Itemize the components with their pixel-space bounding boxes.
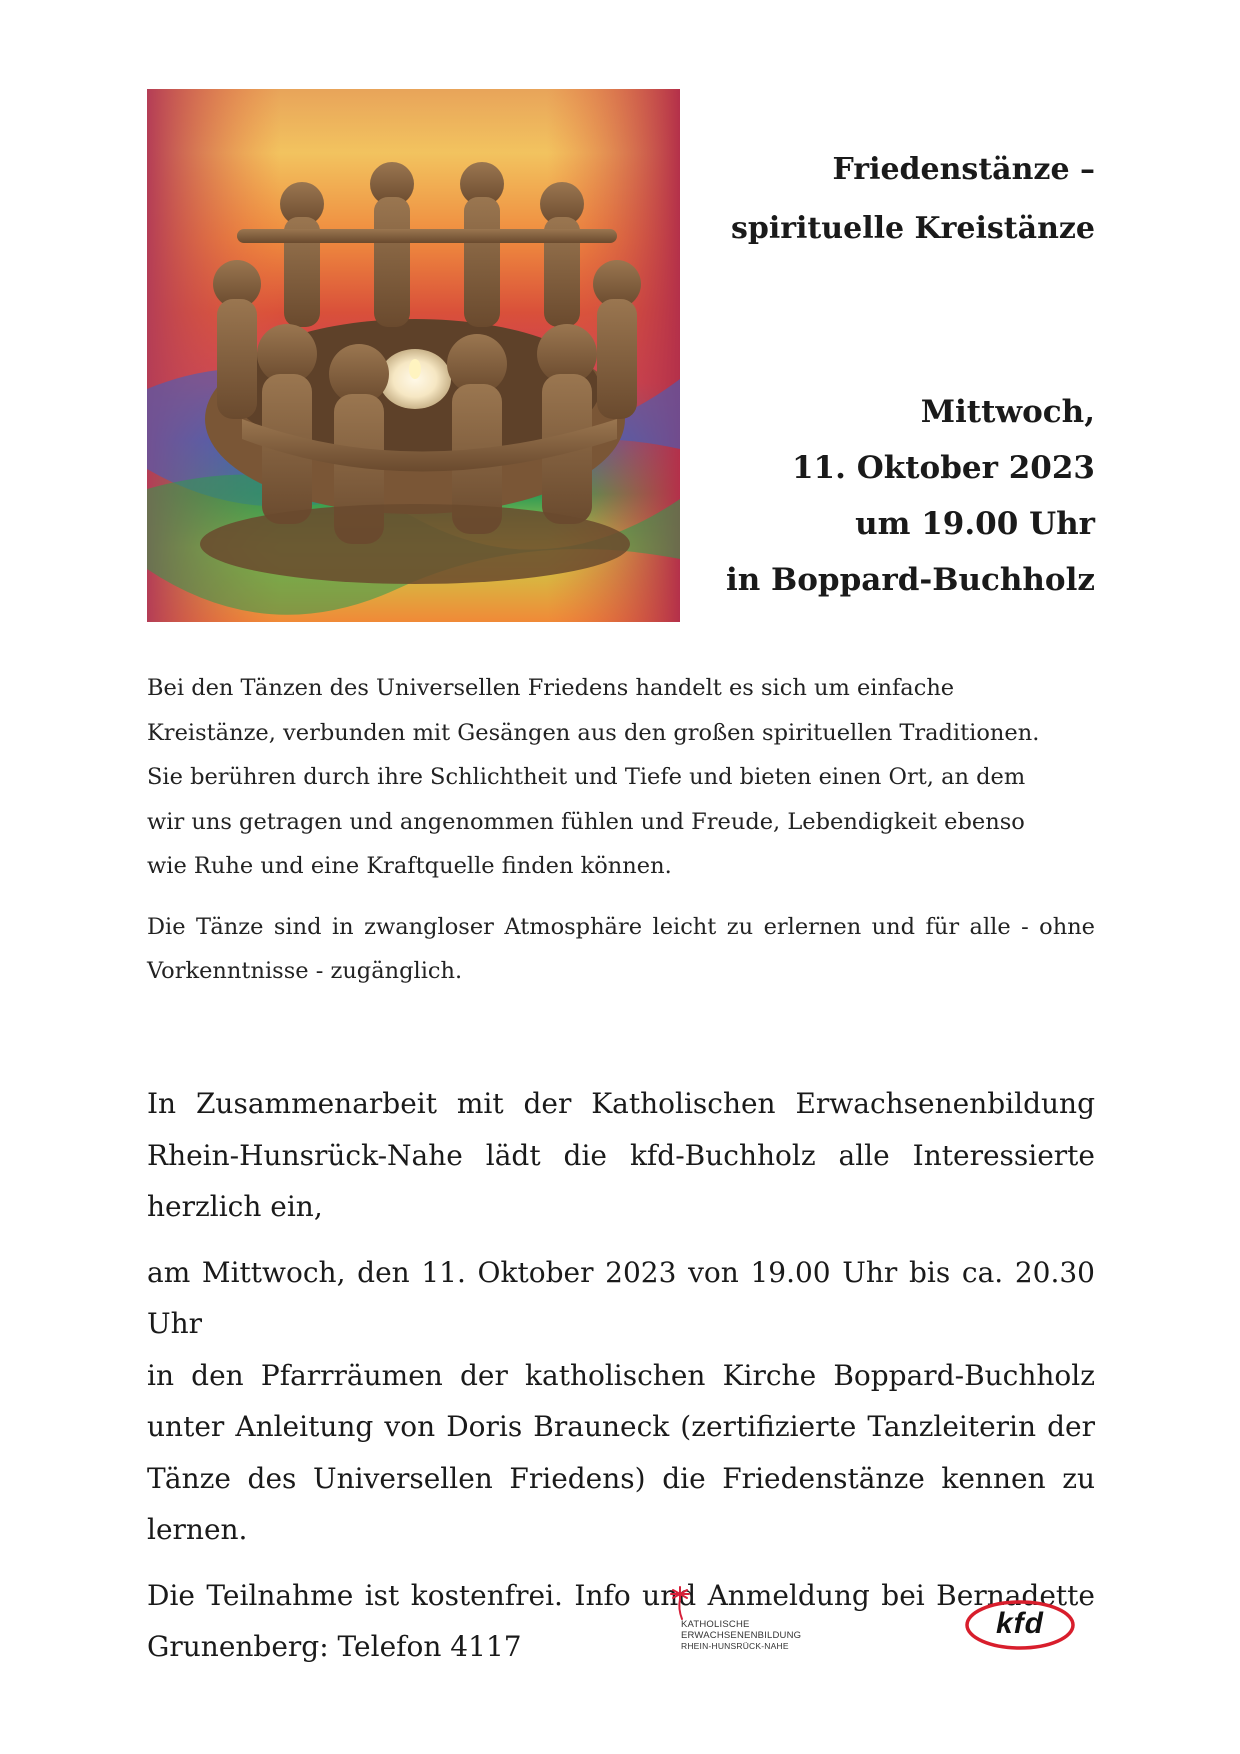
invitation-text — [147, 1078, 1095, 1687]
invitation-line: am Mittwoch, den 11. Oktober 2023 von 19.00 Uhr bis ca. 20.30 Uhr — [147, 1255, 1095, 1340]
intro-line: Sie berühren durch ihre Schlichtheit und Tiefe und bieten einen Ort, an dem — [147, 764, 1026, 790]
date-line: 11. Oktober 2023 — [791, 450, 1095, 486]
keb-logo-text — [681, 1619, 801, 1652]
invitation-line: Rhein-Hunsrück-Nahe lädt die kfd-Buchholz alle Interessierte — [147, 1138, 1095, 1172]
keb-star-icon — [668, 1585, 692, 1621]
date-line: Mittwoch, — [920, 394, 1095, 430]
kfd-logo-text: kfd — [996, 1607, 1044, 1640]
invitation-line: in den Pfarrräumen der katholischen Kirche Boppard-Buchholz — [147, 1358, 1095, 1392]
invitation-paragraph — [147, 1078, 1095, 1233]
event-date-block — [726, 384, 1095, 608]
keb-logo — [668, 1585, 818, 1657]
invitation-line: In Zusammenarbeit mit der Katholischen Erwachsenenbildung — [147, 1087, 1095, 1120]
invitation-paragraph — [147, 1247, 1095, 1556]
keb-line: KATHOLISCHE — [681, 1619, 750, 1630]
invitation-line: Tänze des Universellen Friedens) die Friedenstänze kennen zu — [147, 1461, 1095, 1495]
intro-line: Kreistänze, verbunden mit Gesängen aus den großen spirituellen Traditionen. — [147, 719, 1040, 746]
date-line: um 19.00 Uhr — [855, 506, 1095, 542]
intro-paragraph: Die Tänze sind in zwangloser Atmosphäre leicht zu erlernen und für alle - ohne Vorkenntnisse - zugänglich. — [147, 913, 1095, 984]
intro-line: wir uns getragen und angenommen fühlen und Freude, Lebendigkeit ebenso — [147, 808, 1025, 835]
keb-line: ERWACHSENENBILDUNG — [681, 1630, 802, 1641]
invitation-line: unter Anleitung von Doris Brauneck (zertifizierte Tanzleiterin der — [147, 1410, 1095, 1443]
event-title — [731, 140, 1095, 258]
invitation-line: lernen. — [147, 1513, 248, 1546]
invitation-line: Die Teilnahme ist kostenfrei. Info und Anmeldung bei Bernadette — [147, 1578, 1095, 1612]
title-line: spirituelle Kreistänze — [730, 211, 1095, 246]
intro-paragraph — [147, 666, 1095, 889]
kfd-logo — [963, 1597, 1077, 1653]
intro-text — [147, 666, 1095, 994]
invitation-paragraph — [147, 1570, 1095, 1673]
intro-line: Bei den Tänzen des Universellen Friedens handelt es sich um einfache — [147, 675, 955, 701]
keb-line: RHEIN-HUNSRÜCK-NAHE — [681, 1641, 789, 1651]
date-line: in Boppard-Buchholz — [725, 562, 1095, 598]
invitation-line: herzlich ein, — [147, 1190, 323, 1223]
intro-line: wie Ruhe und eine Kraftquelle finden können. — [147, 853, 672, 879]
title-line: Friedenstänze – — [832, 152, 1095, 187]
invitation-line: Grunenberg: Telefon 4117 — [147, 1630, 522, 1663]
photo-ceramic-dancers-circle — [147, 89, 680, 622]
